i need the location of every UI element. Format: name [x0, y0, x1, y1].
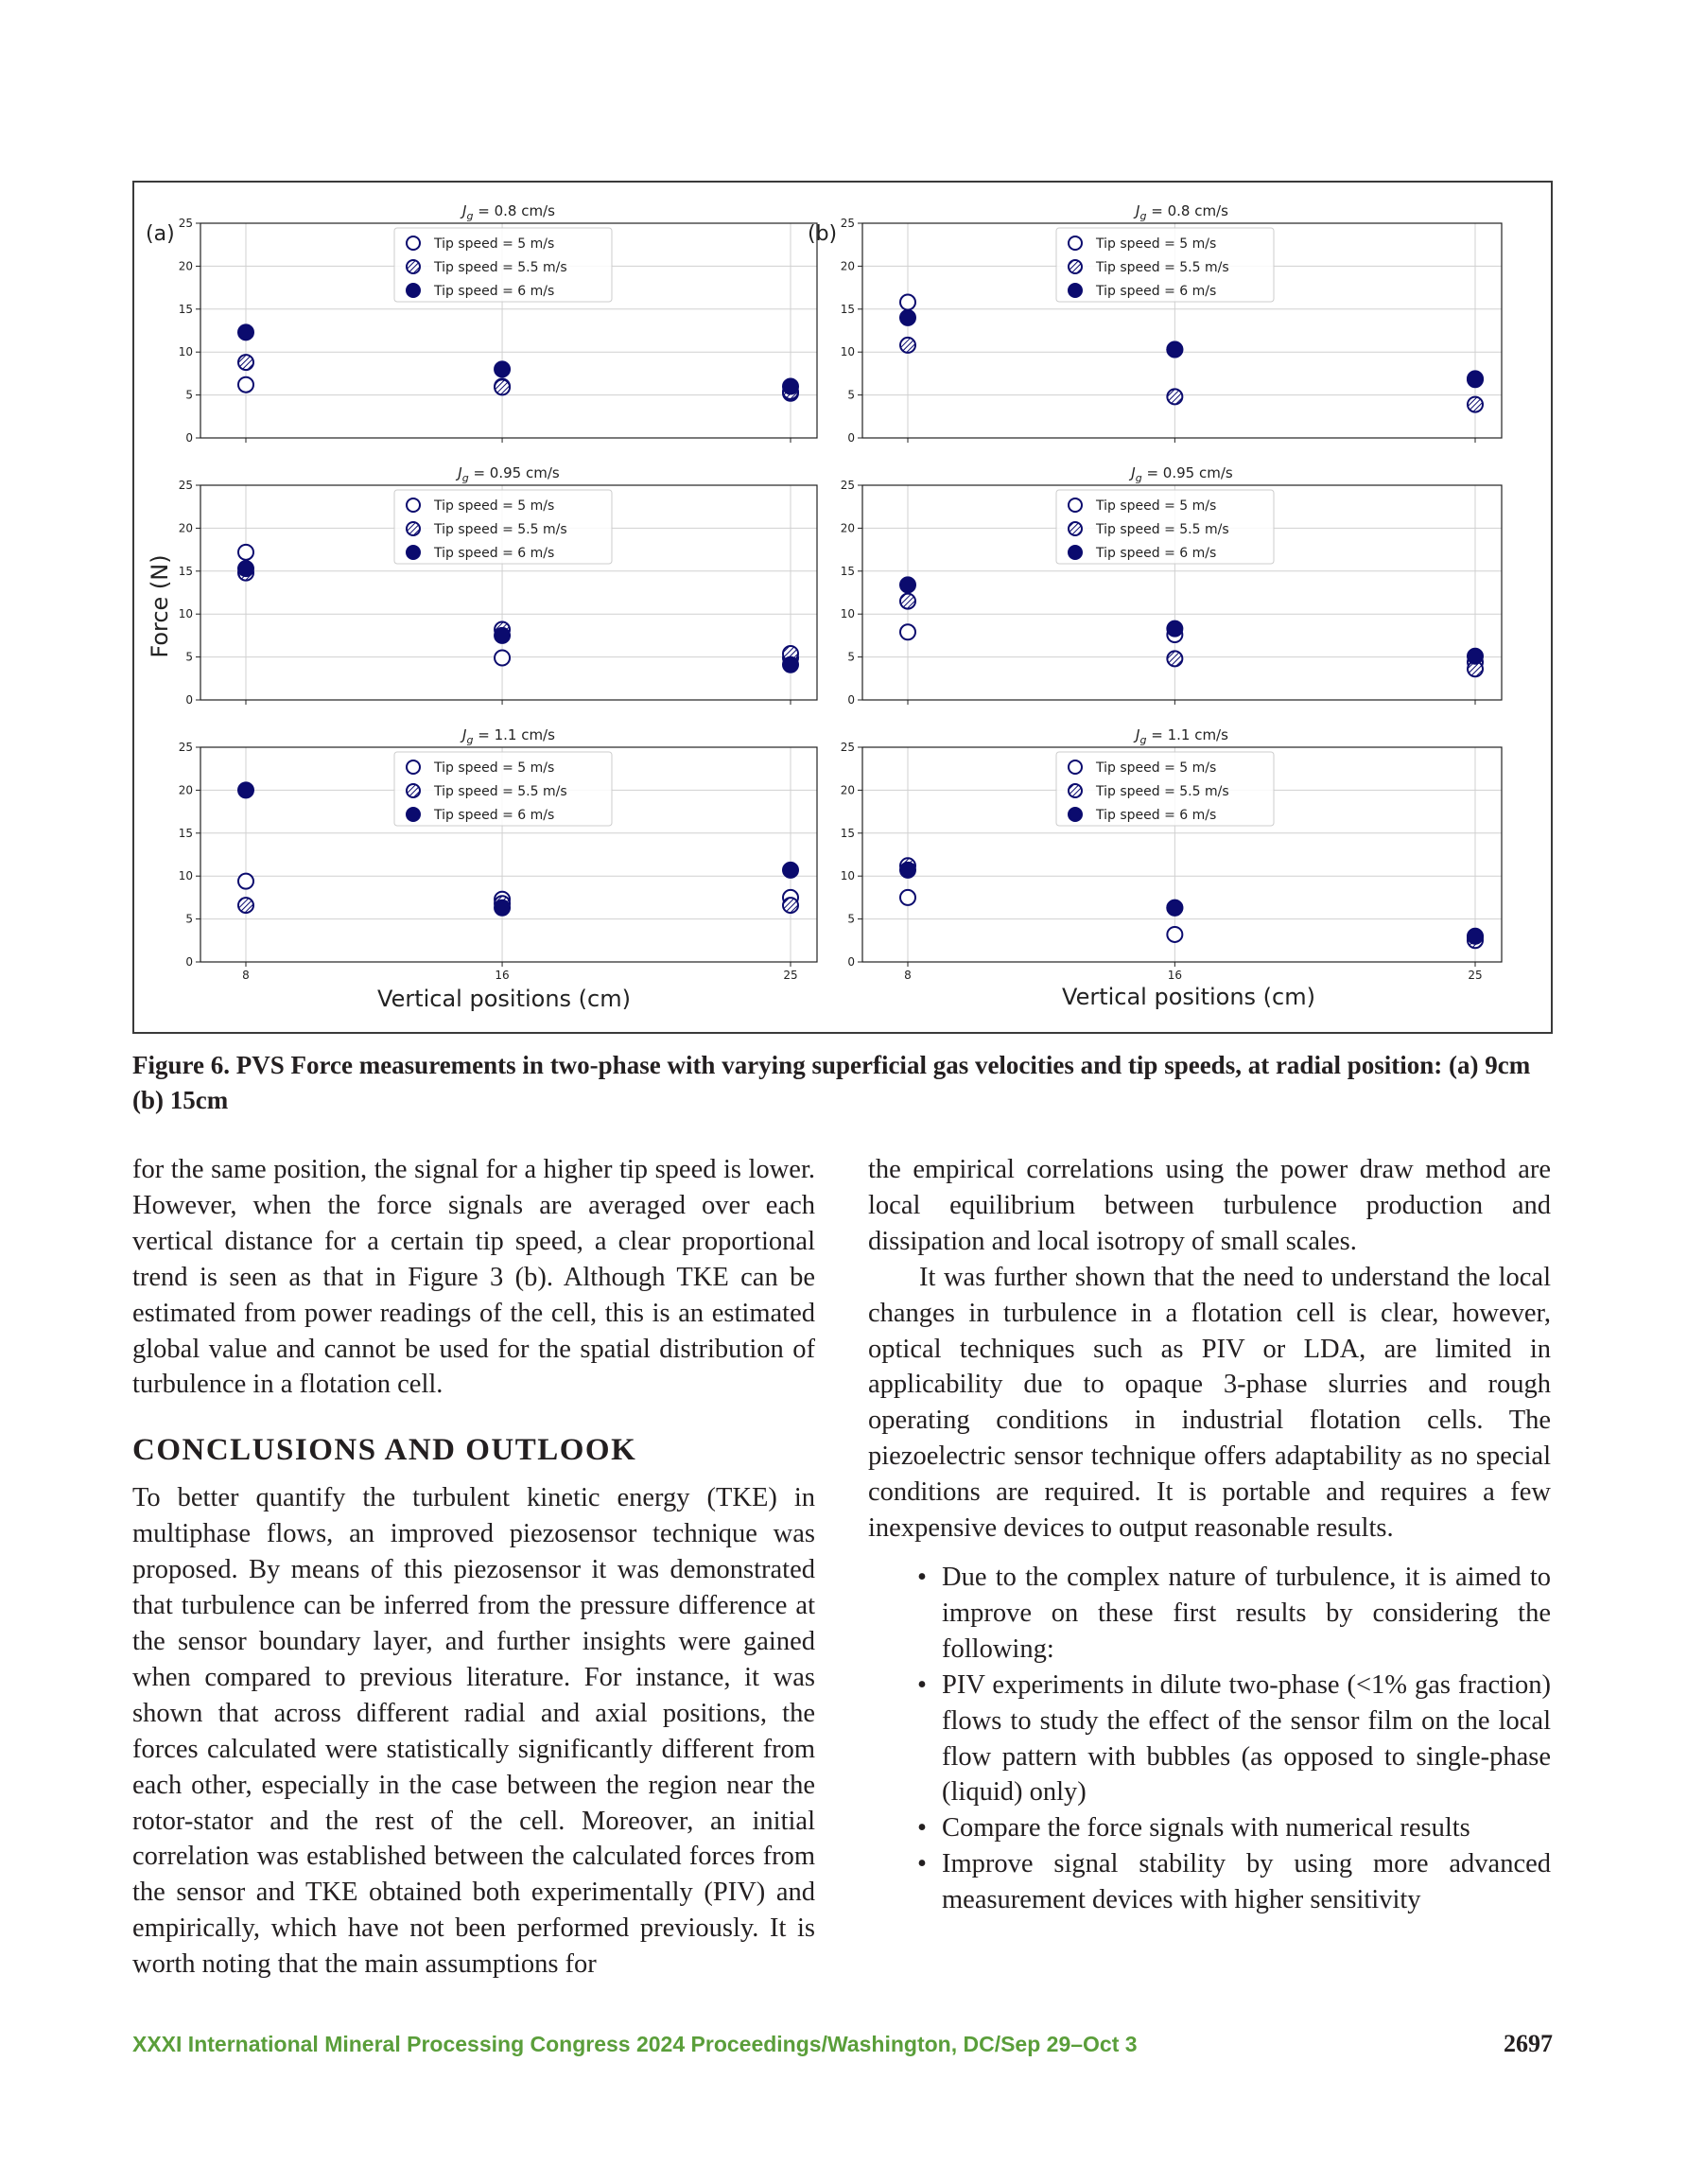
data-point — [783, 657, 798, 673]
left-column — [132, 1152, 815, 1983]
legend-label: Tip speed = 5.5 m/s — [1096, 260, 1229, 275]
legend-label: Tip speed = 5 m/s — [434, 760, 555, 776]
y-tick-label: 5 — [847, 912, 855, 926]
data-point — [238, 545, 253, 560]
data-point — [238, 377, 253, 393]
legend-label: Tip speed = 5.5 m/s — [434, 784, 567, 799]
data-point — [1167, 900, 1182, 916]
scatter-panel — [179, 726, 817, 982]
y-tick-label: 5 — [847, 650, 855, 664]
right-paragraph-1: the empirical correlations using the power draw method are local equilibrium between turbulence production and dissipation and local isotropy of small scales. — [868, 1155, 1551, 1256]
panel-title: $J_g = 0.95$ cm/s — [458, 464, 560, 484]
legend-label: Tip speed = 5 m/s — [434, 498, 555, 514]
y-tick-label: 0 — [847, 955, 855, 969]
panel-title: $J_g = 0.8$ cm/s — [1136, 202, 1228, 222]
bullet-item: • PIV experiments in dilute two-phase (<1% gas fraction) flows to study the effect of the sensor film on the local flow pattern with bubbles (as opposed to single-phase (liquid) only) — [942, 1668, 1551, 1811]
panel-title: $J_g = 1.1$ cm/s — [462, 726, 555, 746]
legend-marker — [407, 236, 420, 250]
page-number: 2697 — [1504, 2030, 1553, 2057]
y-tick-label: 5 — [185, 388, 193, 402]
y-tick-label: 5 — [185, 912, 193, 926]
x-tick-label: 25 — [783, 969, 798, 982]
y-tick-label: 10 — [840, 869, 855, 883]
panel-label: (a) — [146, 222, 175, 246]
data-point — [1468, 929, 1483, 944]
data-point — [238, 782, 253, 797]
x-axis-label-left: Vertical positions (cm) — [377, 986, 631, 1012]
section-heading: CONCLUSIONS AND OUTLOOK — [132, 1433, 637, 1468]
panel-title: $J_g = 0.95$ cm/s — [1131, 464, 1233, 484]
data-point — [495, 361, 510, 376]
y-tick-label: 10 — [840, 345, 855, 359]
legend-marker — [407, 760, 420, 774]
scatter-panel — [841, 464, 1502, 707]
left-paragraph-2: To better quantify the turbulent kinetic energy (TKE) in multiphase flows, an improved piezosensor technique was proposed. By means of this piezosensor it was demonstrated that turbulence can be inferred from the pressure difference at the sensor boundary layer, and further insights were gained when compared to previous literature. For instance, it was shown that across different radial and axial positions, the forces calculated were statistically significantly different from each other, especially in the case between the region near the rotor-stator and the rest of the cell. Moreover, an initial correlation was established between the calculated forces from the sensor and TKE obtained both experimentally (PIV) and empirically, which have not been performed previously. It is worth noting that the main assumptions for — [132, 1483, 815, 1980]
data-point — [900, 338, 915, 353]
data-point — [900, 863, 915, 878]
bullet-item: • Improve signal stability by using more advanced measurement devices with higher sensitivity — [942, 1846, 1551, 1918]
legend-label: Tip speed = 5 m/s — [434, 236, 555, 252]
bullet-item: • Due to the complex nature of turbulence, it is aimed to improve on these first results by considering the following: — [942, 1560, 1551, 1668]
data-point — [783, 863, 798, 878]
bullet-item: • Compare the force signals with numerical results — [942, 1810, 1551, 1846]
y-tick-label: 20 — [840, 783, 855, 797]
y-tick-label: 20 — [840, 259, 855, 273]
legend-marker — [407, 784, 420, 797]
panel-title: $J_g = 1.1$ cm/s — [1136, 726, 1228, 746]
right-paragraph-2: It was further shown that the need to understand the local changes in turbulence in a flotation cell is clear, however, optical techniques such as PIV or LDA, are limited in applicability due to opaque 3-phase slurries and rough operating conditions in industrial flotation cells. The piezoelectric sensor technique offers adaptability as no special conditions are required. It is portable and requires a few inexpensive devices to output reasonable results. — [868, 1262, 1551, 1544]
legend-label: Tip speed = 5 m/s — [1096, 760, 1217, 776]
x-tick-label: 25 — [1468, 969, 1483, 982]
legend-label: Tip speed = 5 m/s — [1096, 236, 1217, 252]
legend-label: Tip speed = 5.5 m/s — [434, 260, 567, 275]
data-point — [495, 379, 510, 394]
data-point — [238, 324, 253, 340]
y-tick-label: 20 — [178, 259, 193, 273]
y-tick-label: 25 — [178, 741, 193, 754]
legend-marker — [1069, 498, 1082, 512]
left-paragraph-1: for the same position, the signal for a higher tip speed is lower. However, when the force signals are averaged over each vertical distance for a certain tip speed, a clear proportional trend is seen as that in Figure 3 (b). Although TKE can be estimated from power readings of the cell, this is an estimated global value and cannot be used for the spatial distribution of turbulence in a flotation cell. — [132, 1155, 815, 1400]
figure-6-chart — [134, 183, 1551, 1032]
legend-marker — [1069, 760, 1082, 774]
legend-marker — [1069, 522, 1082, 535]
legend-label: Tip speed = 5.5 m/s — [1096, 784, 1229, 799]
legend-label: Tip speed = 5 m/s — [1096, 498, 1217, 514]
y-tick-label: 5 — [185, 650, 193, 664]
y-tick-label: 10 — [178, 345, 193, 359]
panel-title: $J_g = 0.8$ cm/s — [462, 202, 555, 222]
y-tick-label: 0 — [185, 955, 193, 969]
legend-label: Tip speed = 5.5 m/s — [434, 522, 567, 537]
legend-marker — [1069, 808, 1082, 821]
scatter-panel — [146, 202, 817, 445]
scatter-panel — [808, 202, 1502, 445]
y-tick-label: 15 — [840, 302, 855, 316]
legend-label: Tip speed = 6 m/s — [1096, 546, 1217, 561]
legend-label: Tip speed = 6 m/s — [1096, 808, 1217, 823]
y-tick-label: 20 — [178, 521, 193, 535]
legend-label: Tip speed = 6 m/s — [434, 808, 555, 823]
x-tick-label: 16 — [1167, 969, 1182, 982]
y-tick-label: 5 — [847, 388, 855, 402]
data-point — [1167, 389, 1182, 404]
data-point — [783, 379, 798, 394]
y-tick-label: 10 — [178, 607, 193, 621]
y-tick-label: 25 — [178, 479, 193, 492]
legend-marker — [407, 260, 420, 273]
data-point — [238, 874, 253, 889]
legend-marker — [407, 284, 420, 297]
y-tick-label: 15 — [178, 826, 193, 840]
legend-marker — [1069, 236, 1082, 250]
legend-marker — [1069, 784, 1082, 797]
data-point — [900, 594, 915, 609]
y-tick-label: 0 — [847, 431, 855, 445]
y-tick-label: 0 — [185, 693, 193, 707]
data-point — [1167, 621, 1182, 637]
y-tick-label: 15 — [840, 564, 855, 578]
right-column — [868, 1152, 1551, 1918]
y-tick-label: 15 — [178, 302, 193, 316]
data-point — [783, 898, 798, 913]
data-point — [238, 898, 253, 913]
data-point — [495, 900, 510, 916]
y-tick-label: 0 — [847, 693, 855, 707]
legend-marker — [407, 498, 420, 512]
legend-label: Tip speed = 6 m/s — [434, 546, 555, 561]
legend-marker — [1069, 260, 1082, 273]
x-tick-label: 16 — [495, 969, 510, 982]
footer-conference: XXXI International Mineral Processing Congress 2024 Proceedings/Washington, DC/Sep 29–Oct 3 — [132, 2032, 1138, 2056]
y-tick-label: 15 — [178, 564, 193, 578]
y-tick-label: 15 — [840, 826, 855, 840]
legend-marker — [407, 808, 420, 821]
y-tick-label: 25 — [840, 741, 855, 754]
data-point — [900, 310, 915, 325]
y-tick-label: 25 — [840, 217, 855, 230]
data-point — [495, 628, 510, 643]
y-tick-label: 10 — [840, 607, 855, 621]
y-tick-label: 20 — [840, 521, 855, 535]
data-point — [1468, 371, 1483, 386]
scatter-panel — [841, 726, 1502, 982]
legend-marker — [407, 546, 420, 559]
legend-marker — [1069, 284, 1082, 297]
panel-label: (b) — [808, 222, 838, 246]
legend-label: Tip speed = 6 m/s — [1096, 284, 1217, 299]
y-axis-label: Force (N) — [147, 554, 173, 658]
y-tick-label: 10 — [178, 869, 193, 883]
legend-label: Tip speed = 5.5 m/s — [1096, 522, 1229, 537]
data-point — [238, 355, 253, 370]
legend-label: Tip speed = 6 m/s — [434, 284, 555, 299]
data-point — [238, 561, 253, 576]
x-axis-label-right: Vertical positions (cm) — [1062, 984, 1315, 1010]
data-point — [900, 624, 915, 639]
data-point — [1167, 341, 1182, 357]
y-tick-label: 20 — [178, 783, 193, 797]
x-tick-label: 8 — [904, 969, 912, 982]
data-point — [1468, 397, 1483, 412]
y-tick-label: 25 — [178, 217, 193, 230]
x-tick-label: 8 — [242, 969, 250, 982]
data-point — [1468, 649, 1483, 664]
figure-frame — [132, 181, 1553, 1034]
data-point — [900, 295, 915, 310]
bullet-list — [868, 1560, 1551, 1918]
data-point — [495, 651, 510, 666]
data-point — [1167, 927, 1182, 942]
data-point — [900, 890, 915, 905]
y-tick-label: 25 — [840, 479, 855, 492]
data-point — [1167, 651, 1182, 666]
legend-marker — [1069, 546, 1082, 559]
y-tick-label: 0 — [185, 431, 193, 445]
data-point — [900, 577, 915, 592]
figure-caption: Figure 6. PVS Force measurements in two-phase with varying superficial gas velocities and tip speeds, at radial position: (a) 9cm (b) 15cm — [132, 1051, 1531, 1114]
scatter-panel — [179, 464, 817, 707]
legend-marker — [407, 522, 420, 535]
